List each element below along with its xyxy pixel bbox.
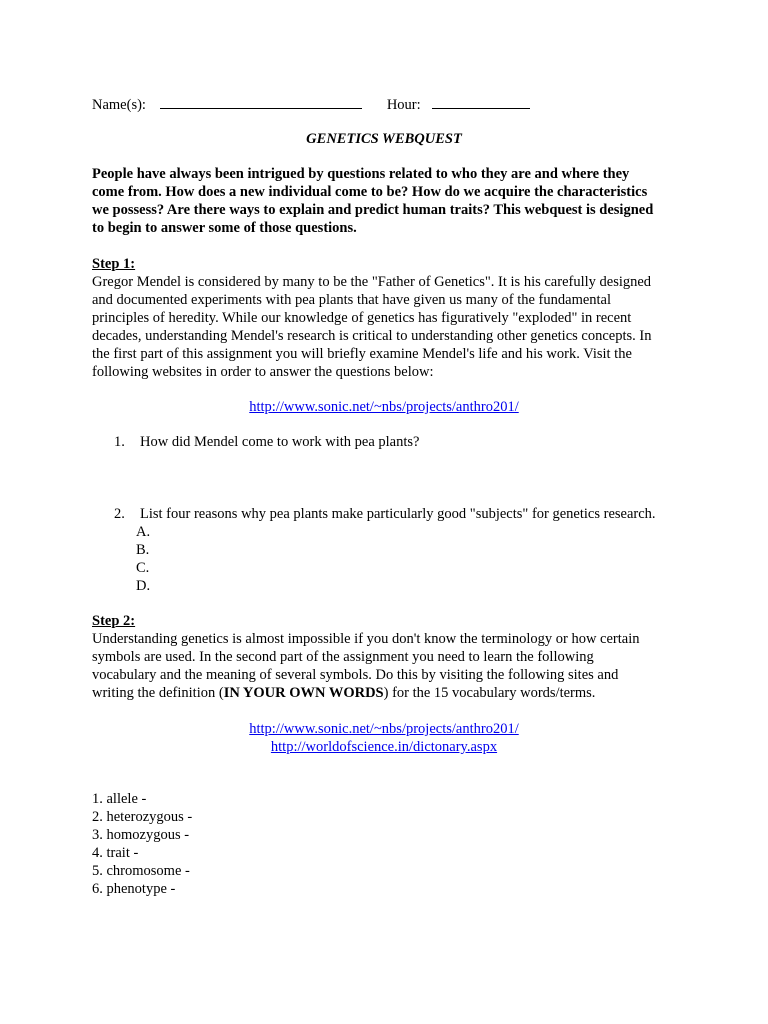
- name-label: Name(s):: [92, 97, 146, 113]
- answer-item-d: D.: [136, 578, 151, 594]
- question-1-number: 1.: [114, 434, 125, 450]
- question-2-number: 2.: [114, 506, 125, 522]
- step1-line: decades, understanding Mendel's research is critical to understanding other genetics concepts. In: [92, 328, 652, 344]
- step1-link[interactable]: http://www.sonic.net/~nbs/projects/anthro201/: [249, 399, 519, 415]
- vocab-item: 2. heterozygous -: [92, 809, 193, 825]
- intro-line: to begin to answer some of those questions.: [92, 220, 357, 236]
- vocab-item: 4. trait -: [92, 845, 139, 861]
- step1-line: the first part of this assignment you will briefly examine Mendel's life and his work. Visit the: [92, 346, 632, 362]
- vocab-list: [92, 790, 692, 898]
- intro-line: People have always been intrigued by questions related to who they are and where they: [92, 166, 630, 182]
- step1-line: and documented experiments with pea plants that have given us many of the fundamental: [92, 292, 612, 308]
- question-1-text: How did Mendel come to work with pea plants?: [140, 434, 420, 450]
- answer-item-b: B.: [136, 542, 150, 558]
- vocab-item: 5. chromosome -: [92, 863, 190, 879]
- header-line: [92, 94, 530, 114]
- step2-line: vocabulary and the meaning of several symbols. Do this by visiting the following sites and: [92, 667, 619, 683]
- step2-line: Understanding genetics is almost impossible if you don't know the terminology or how certain: [92, 631, 640, 647]
- step2-line: symbols are used. In the second part of the assignment you need to learn the following: [92, 649, 594, 665]
- hour-label: Hour:: [386, 97, 421, 113]
- step2-last-line: writing the definition (IN YOUR OWN WORDS) for the 15 vocabulary words/terms.: [92, 685, 596, 701]
- hour-blank[interactable]: [432, 94, 530, 109]
- step1-link-row: [0, 398, 768, 416]
- vocab-item: 3. homozygous -: [92, 827, 190, 843]
- step1-line: principles of heredity. While our knowledge of genetics has figuratively "exploded" in recent: [92, 310, 632, 326]
- intro-line: come from. How does a new individual come to be? How do we acquire the characteristics: [92, 184, 648, 200]
- emphasis-own-words: IN YOUR OWN WORDS: [223, 685, 384, 701]
- name-blank[interactable]: [160, 94, 362, 109]
- vocab-item: 6. phenotype -: [92, 881, 176, 897]
- vocab-item: 1. allele -: [92, 791, 147, 807]
- answer-item-c: C.: [136, 560, 150, 576]
- step2-link-1[interactable]: http://www.sonic.net/~nbs/projects/anthro201/: [249, 721, 519, 737]
- step2-link-2[interactable]: http://worldofscience.in/dictonary.aspx: [270, 739, 498, 755]
- step1-section: [92, 255, 692, 381]
- step1-heading: Step 1:: [92, 256, 136, 272]
- intro-line: we possess? Are there ways to explain and predict human traits? This webquest is designed: [92, 202, 654, 218]
- step1-line: following websites in order to answer the questions below:: [92, 364, 434, 380]
- step2-link-row-1: [0, 720, 768, 738]
- intro-paragraph: [92, 165, 692, 237]
- step2-link-row-2: [0, 738, 768, 756]
- answer-item-a: A.: [136, 524, 151, 540]
- step2-section: [92, 612, 692, 702]
- step2-heading: Step 2:: [92, 613, 136, 629]
- step1-line: Gregor Mendel is considered by many to be the "Father of Genetics". It is his carefully designed: [92, 274, 652, 290]
- page-title: GENETICS WEBQUEST: [306, 131, 462, 147]
- question-2-text: List four reasons why pea plants make particularly good "subjects" for genetics research.: [140, 506, 656, 522]
